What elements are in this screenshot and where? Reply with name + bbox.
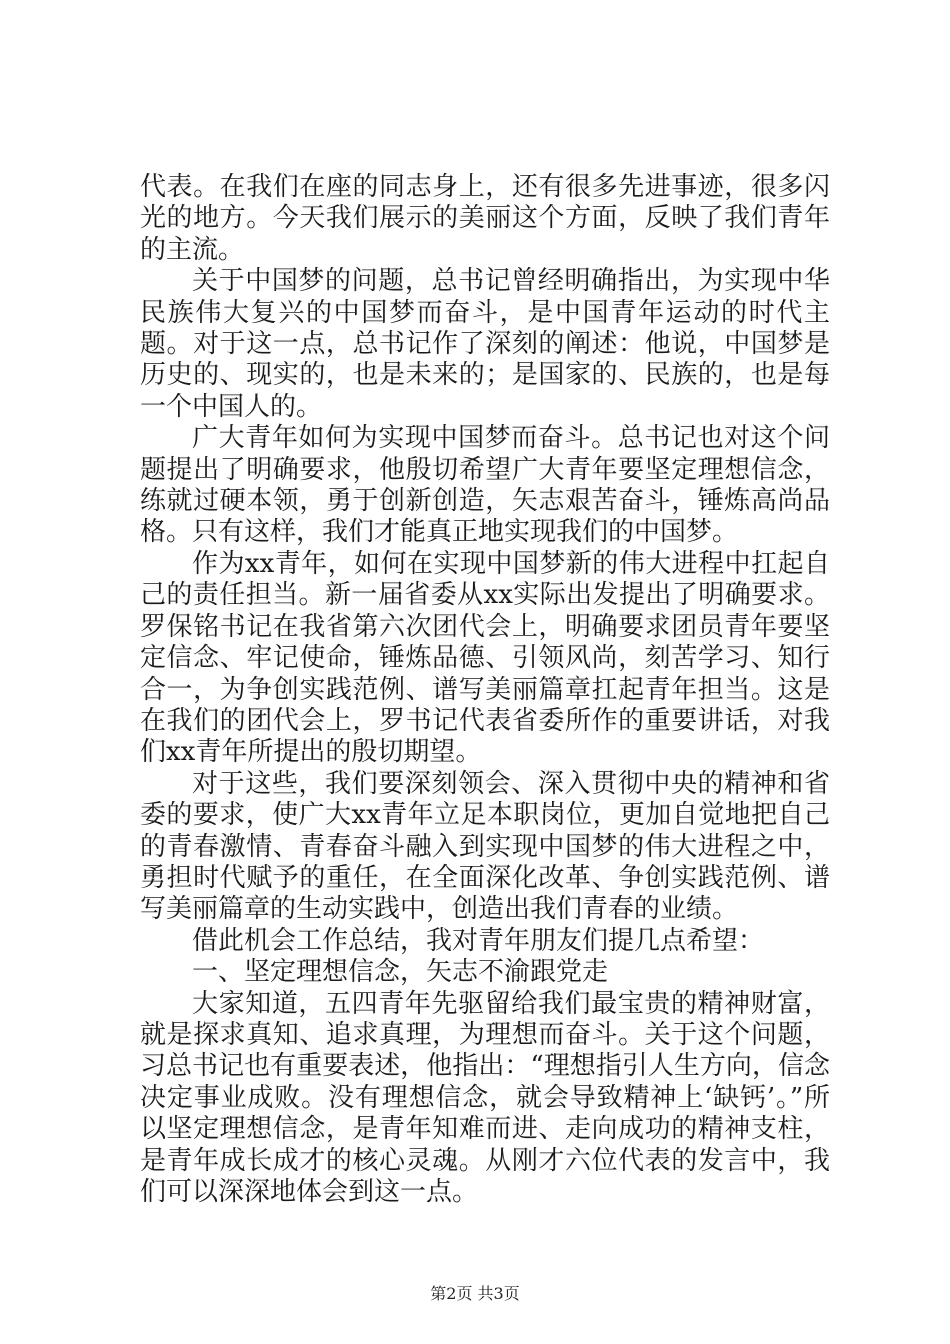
page-footer	[0, 1284, 950, 1304]
page-number-label: 第2页 共3页	[430, 1284, 520, 1303]
paragraph-4: 作为xx青年，如何在实现中国梦新的伟大进程中扛起自己的责任担当。新一届省委从xx实际出发提出了明确要求。罗保铭书记在我省第六次团代会上，明确要求团员青年要坚定信念、牢记使命，锤炼品德、引领风尚，刻苦学习、知行合一，为争创实践范例、谱写美丽篇章扛起青年担当。这是在我们的团代会上，罗书记代表省委所作的重要讲话，对我们xx青年所提出的殷切期望。	[140, 548, 830, 768]
paragraph-5: 对于这些，我们要深刻领会、深入贯彻中央的精神和省委的要求，使广大xx青年立足本职岗位，更加自觉地把自己的青春激情、青春奋斗融入到实现中国梦的伟大进程之中，勇担时代赋予的重任，在全面深化改革、争创实践范例、谱写美丽篇章的生动实践中，创造出我们青春的业绩。	[140, 768, 830, 925]
section-heading-1: 一、坚定理想信念，矢志不渝跟党走	[192, 957, 609, 988]
paragraph-2: 关于中国梦的问题，总书记曾经明确指出，为实现中华民族伟大复兴的中国梦而奋斗，是中国青年运动的时代主题。对于这一点，总书记作了深刻的阐述：他说，中国梦是历史的、现实的，也是未来的；是国家的、民族的，也是每一个中国人的。	[140, 266, 830, 422]
paragraph-3: 广大青年如何为实现中国梦而奋斗。总书记也对这个问题提出了明确要求，他殷切希望广大青年要坚定理想信念，练就过硬本领，勇于创新创造，矢志艰苦奋斗，锤炼高尚品格。只有这样，我们才能真正地实现我们的中国梦。	[140, 423, 830, 548]
paragraph-1: 代表。在我们在座的同志身上，还有很多先进事迹，很多闪光的地方。今天我们展示的美丽这个方面，反映了我们青年的主流。	[140, 172, 830, 265]
paragraph-7: 大家知道，五四青年先驱留给我们最宝贵的精神财富，就是探求真知、追求真理，为理想而奋斗。关于这个问题，习总书记也有重要表述，他指出：“理想指引人生方向，信念决定事业成败。没有理想信念，就会导致精神上‘缺钙’。”所以坚定理想信念，是青年知难而进、走向成功的精神支柱，是青年成长成才的核心灵魂。从刚才六位代表的发言中，我们可以深深地体会到这一点。	[140, 988, 830, 1207]
paragraph-6: 借此机会工作总结，我对青年朋友们提几点希望：	[192, 925, 765, 956]
document-body	[140, 172, 830, 1208]
